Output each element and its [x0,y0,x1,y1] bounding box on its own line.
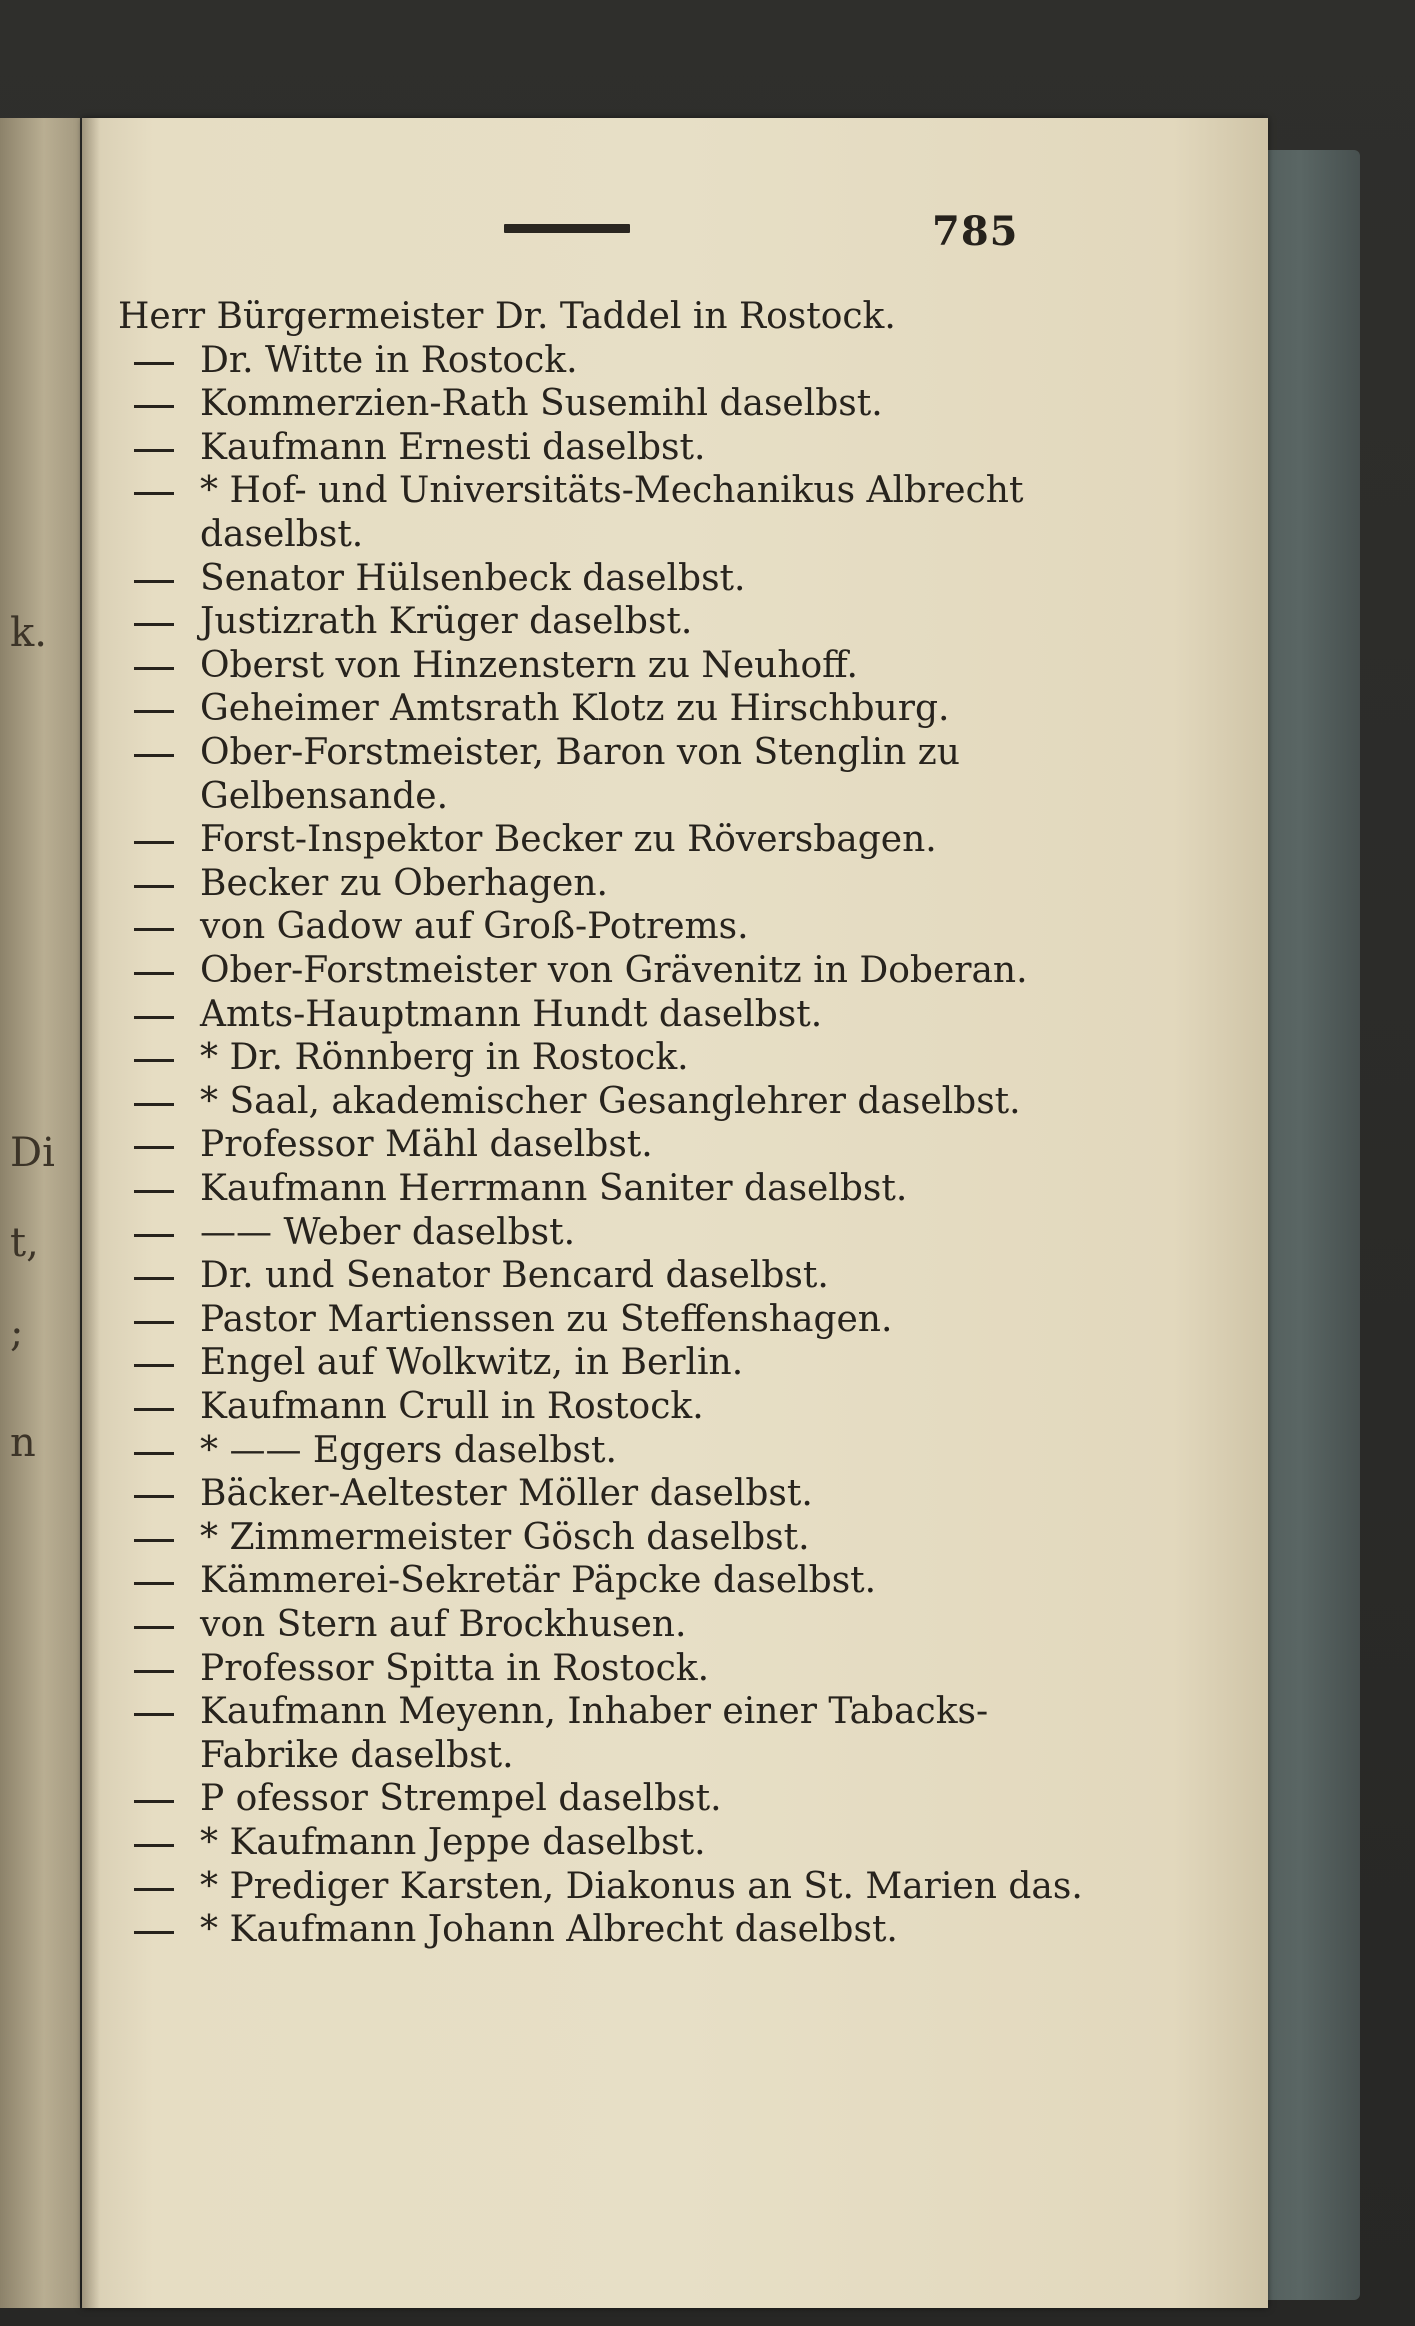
entry-text: Dr. und Senator Bencard daselbst. [200,1255,829,1296]
entry-text: von Stern auf Brockhusen. [200,1604,687,1645]
list-item [82,601,1242,643]
entry-text: Kaufmann Crull in Rostock. [200,1386,704,1427]
entry-text: * Kaufmann Jeppe daselbst. [200,1822,706,1863]
list-item [82,645,1242,687]
entry-text: Herr Bürgermeister Dr. Taddel in Rostock. [118,296,896,337]
entry-text: Kämmerei-Sekretär Päpcke daselbst. [200,1560,877,1601]
entry-text: Justizrath Krüger daselbst. [200,601,693,642]
entry-text: * Dr. Rönnberg in Rostock. [200,1037,689,1078]
list-item [82,863,1242,905]
entry-text: Kaufmann Herrmann Saniter daselbst. [200,1168,908,1209]
ditto-dash [134,1931,174,1934]
entry-text: Engel auf Wolkwitz, in Berlin. [200,1342,744,1383]
entry-text: Professor Spitta in Rostock. [200,1648,710,1689]
list-item [82,1081,1242,1123]
list-item [82,1691,1242,1733]
ditto-dash [134,1582,174,1585]
entry-text: * —— Eggers daselbst. [200,1430,617,1471]
ditto-dash [134,885,174,888]
list-item [82,1560,1242,1602]
entry-text: Ober-Forstmeister, Baron von Stenglin zu [200,732,960,773]
book-page [82,118,1268,2308]
ditto-dash [134,1059,174,1062]
ditto-dash [134,1888,174,1891]
entry-text: —— Weber daselbst. [200,1212,576,1253]
list-item [82,1168,1242,1210]
margin-fragment: k. [10,610,47,656]
ditto-dash [134,1452,174,1455]
ditto-dash [134,623,174,626]
ditto-dash [134,1626,174,1629]
list-item [82,906,1242,948]
ditto-dash [134,1234,174,1237]
list-item [82,1386,1242,1428]
list-item [82,1909,1242,1951]
ditto-dash [134,1016,174,1019]
list-item [82,950,1242,992]
entry-text: Professor Mähl daselbst. [200,1124,653,1165]
list-item [82,776,1242,818]
ditto-dash [134,1408,174,1411]
entry-text: daselbst. [200,514,364,555]
entry-text: von Gadow auf Groß-Potrems. [200,906,749,947]
ditto-dash [134,449,174,452]
list-item [82,1430,1242,1472]
ditto-dash [134,1146,174,1149]
list-item [82,427,1242,469]
list-item [82,1212,1242,1254]
entry-text: Kommerzien-Rath Susemihl daselbst. [200,383,883,424]
entry-text: * Zimmermeister Gösch daselbst. [200,1517,810,1558]
margin-fragment: ; [10,1310,24,1356]
list-item [82,558,1242,600]
list-item [82,1648,1242,1690]
list-item [82,1822,1242,1864]
page-number: 785 [932,208,1019,255]
ditto-dash [134,1670,174,1673]
ditto-dash [134,667,174,670]
ditto-dash [134,1277,174,1280]
list-item [82,688,1242,730]
entry-text: Kaufmann Meyenn, Inhaber einer Tabacks- [200,1691,989,1732]
ditto-dash [134,754,174,757]
list-item [82,340,1242,382]
entry-text: Kaufmann Ernesti daselbst. [200,427,706,468]
list-item [82,819,1242,861]
entry-text: Senator Hülsenbeck daselbst. [200,558,746,599]
ditto-dash [134,841,174,844]
list-item [82,514,1242,556]
ditto-dash [134,580,174,583]
list-item [82,1124,1242,1166]
ditto-dash [134,405,174,408]
list-item [82,1037,1242,1079]
list-item [82,1517,1242,1559]
entry-text: Pastor Martienssen zu Steffenshagen. [200,1299,893,1340]
ditto-dash [134,1321,174,1324]
entry-text: * Saal, akademischer Gesanglehrer daselbst. [200,1081,1021,1122]
entry-text: Ober-Forstmeister von Grävenitz in Doberan. [200,950,1028,991]
ditto-dash [134,928,174,931]
list-item [82,1473,1242,1515]
entry-text: Forst-Inspektor Becker zu Röversbagen. [200,819,937,860]
entry-text: Fabrike daselbst. [200,1735,514,1776]
list-item [82,994,1242,1036]
entry-text: * Prediger Karsten, Diakonus an St. Marien das. [200,1866,1083,1907]
ditto-dash [134,1844,174,1847]
ditto-dash [134,1495,174,1498]
entry-text: Becker zu Oberhagen. [200,863,608,904]
ditto-dash [134,710,174,713]
list-item [82,470,1242,512]
ditto-dash [134,1190,174,1193]
list-item [82,1735,1242,1777]
ditto-dash [134,1364,174,1367]
entry-text: Oberst von Hinzenstern zu Neuhoff. [200,645,858,686]
header-ornament-rule [504,224,630,233]
margin-fragment: t, [10,1220,39,1266]
entry-text: P ofessor Strempel daselbst. [200,1778,722,1819]
list-item [82,1342,1242,1384]
ditto-dash [134,972,174,975]
previous-page-edge [0,118,80,2308]
list-item [82,1299,1242,1341]
entry-text: * Kaufmann Johann Albrecht daselbst. [200,1909,898,1950]
entry-text: * Hof- und Universitäts-Mechanikus Albrecht [200,470,1024,511]
entry-text: Amts-Hauptmann Hundt daselbst. [200,994,823,1035]
ditto-dash [134,1800,174,1803]
list-item [82,732,1242,774]
entry-text: Geheimer Amtsrath Klotz zu Hirschburg. [200,688,950,729]
list-item [82,383,1242,425]
list-item [82,1255,1242,1297]
ditto-dash [134,1539,174,1542]
ditto-dash [134,492,174,495]
entry-text: Gelbensande. [200,776,449,817]
ditto-dash [134,1103,174,1106]
list-item [82,296,1242,338]
list-item [82,1604,1242,1646]
list-item [82,1866,1242,1908]
margin-fragment: Di [10,1130,55,1176]
ditto-dash [134,1713,174,1716]
ditto-dash [134,362,174,365]
entry-text: Dr. Witte in Rostock. [200,340,578,381]
entry-text: Bäcker-Aeltester Möller daselbst. [200,1473,813,1514]
list-item [82,1778,1242,1820]
margin-fragment: n [10,1420,36,1466]
